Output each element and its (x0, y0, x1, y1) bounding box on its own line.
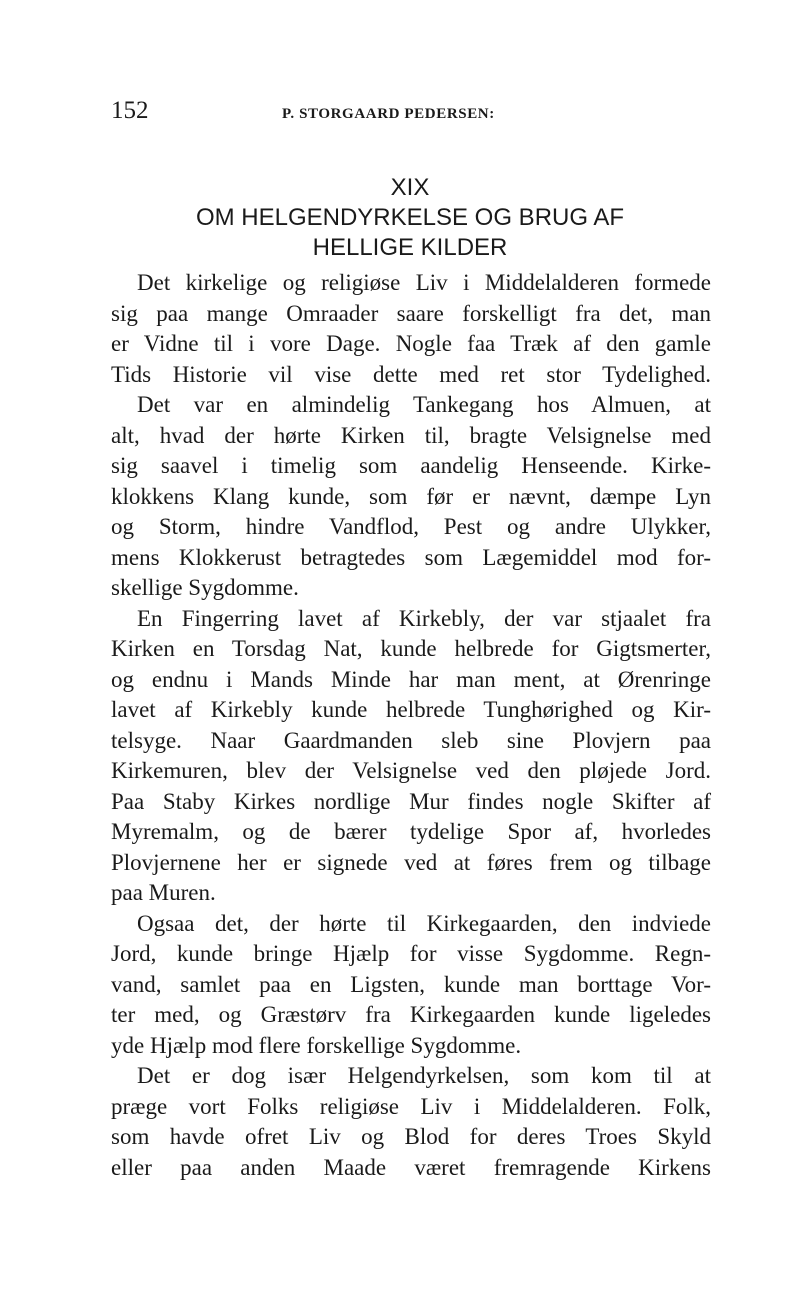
chapter-title-line: HELLIGE KILDER (312, 234, 508, 261)
text-line: Kirken en Torsdag Nat, kunde helbrede for Gigtsmerter, (111, 636, 711, 661)
text-line: klokkens Klang kunde, som før er nævnt, dæmpe Lyn (111, 483, 711, 509)
paragraph-1 (111, 268, 711, 390)
text-line: Plovjernene her er signede ved at føres frem og tilbage (111, 849, 711, 875)
paragraph-3 (111, 604, 711, 909)
text-line: præge vort Folks religiøse Liv i Middelalderen. Folk, (111, 1093, 711, 1119)
paragraph-4 (111, 909, 711, 1062)
running-head: P. STORGAARD PEDERSEN: (282, 106, 495, 122)
page-number: 152 (111, 97, 149, 124)
text-line: vand, samlet paa en Ligsten, kunde man borttage Vor- (111, 971, 711, 997)
text-line: er Vidne til i vore Dage. Nogle faa Træk af den gamle (111, 331, 711, 356)
text-line: skellige Sygdomme. (111, 575, 299, 600)
text-line: sig paa mange Omraader saare forskelligt fra det, man (111, 300, 711, 326)
text-line: Det kirkelige og religiøse Liv i Middelalderen formede (137, 270, 711, 295)
body-text (111, 268, 711, 1183)
text-line: og Storm, hindre Vandflod, Pest og andre Ulykker, (111, 514, 711, 539)
text-line: paa Muren. (111, 880, 216, 905)
text-line: yde Hjælp mod flere forskellige Sygdomme. (111, 1032, 522, 1058)
text-line: Det var en almindelig Tankegang hos Almuen, at (137, 392, 711, 417)
text-line: Jord, kunde bringe Hjælp for visse Sygdomme. Regn- (111, 941, 711, 966)
text-line: sig saavel i timelig som aandelig Henseende. Kirke- (111, 453, 711, 478)
text-line: Myremalm, og de bærer tydelige Spor af, hvorledes (111, 819, 711, 844)
text-line: Det er dog især Helgendyrkelsen, som kom til at (137, 1063, 711, 1088)
chapter-number: XIX (390, 174, 430, 201)
chapter-title-line: OM HELGENDYRKELSE OG BRUG AF (195, 204, 625, 231)
text-line: Tids Historie vil vise dette med ret stor Tydelighed. (111, 361, 711, 387)
text-line: eller paa anden Maade været fremragende Kirkens (111, 1154, 711, 1180)
paragraph-2 (111, 390, 711, 604)
text-line: ter med, og Græstørv fra Kirkegaarden kunde ligeledes (111, 1002, 711, 1027)
text-line: som havde ofret Liv og Blod for deres Troes Skyld (111, 1124, 711, 1149)
text-line: En Fingerring lavet af Kirkebly, der var stjaalet fra (137, 605, 711, 631)
text-line: Ogsaa det, der hørte til Kirkegaarden, den indviede (137, 910, 711, 936)
text-line: Paa Staby Kirkes nordlige Mur findes nogle Skifter af (111, 788, 711, 814)
paragraph-5 (111, 1061, 711, 1183)
text-line: lavet af Kirkebly kunde helbrede Tunghørighed og Kir- (111, 697, 711, 722)
text-line: alt, hvad der hørte Kirken til, bragte Velsignelse med (111, 422, 711, 448)
text-line: telsyge. Naar Gaardmanden sleb sine Plovjern paa (111, 727, 711, 753)
text-line: og endnu i Mands Minde har man ment, at Ørenringe (111, 666, 711, 692)
chapter-title (140, 203, 680, 263)
text-line: mens Klokkerust betragtedes som Lægemiddel mod for- (111, 544, 711, 570)
text-line: Kirkemuren, blev der Velsignelse ved den pløjede Jord. (111, 758, 711, 783)
